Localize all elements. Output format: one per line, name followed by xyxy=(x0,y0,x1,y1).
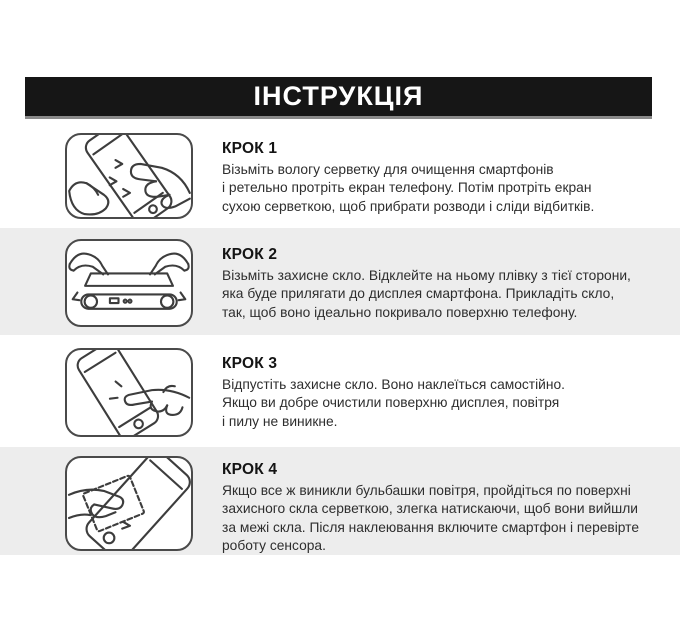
step3-line: і пилу не виникне. xyxy=(222,413,338,429)
step3-line: Якщо ви добре очистили поверхню дисплея, повітря xyxy=(222,395,560,411)
step1-line: Візьміть вологу серветку для очищення смартфонів xyxy=(222,162,554,177)
page-title: ІНСТРУКЦІЯ xyxy=(253,81,424,111)
step2-text-block xyxy=(222,246,667,322)
step1-title: КРОК 1 xyxy=(222,140,278,157)
wipe-phone-with-cloth-icon xyxy=(67,135,191,217)
step1-line: і ретельно протріть екран телефону. Потім протріть екран xyxy=(222,180,592,196)
step2-line: так, щоб воно ідеально покривало поверхню телефону. xyxy=(222,304,578,320)
instruction-header xyxy=(25,77,652,119)
step2-line: Візьміть захисне скло. Відклейте на ньому плівку з тієї сторони, xyxy=(222,268,631,283)
step3-text-block xyxy=(222,355,667,431)
step4-line: за межі скла. Після наклеювання включите смартфон і перевірте xyxy=(222,519,640,535)
smooth-bubbles-with-cloth-icon xyxy=(67,458,191,549)
step4-line: Якщо все ж виникли бульбашки повітря, пройдіться по поверхні xyxy=(222,483,631,498)
step4-line: роботу сенсора. xyxy=(222,538,326,554)
step1-illustration-frame xyxy=(65,133,193,219)
press-finger-on-screen-icon xyxy=(67,350,191,435)
step1-line: сухою серветкою, щоб прибрати розводи і сліди відбитків. xyxy=(222,198,595,214)
step4-line: захисного скла серветкою, злегка натискаючи, щоб вони вийшли xyxy=(222,501,638,517)
step2-illustration-frame xyxy=(65,239,193,327)
step4-illustration-frame xyxy=(65,456,193,551)
step4-title: КРОК 4 xyxy=(222,461,278,478)
step1-text-block xyxy=(222,140,667,216)
step2-line: яка буде прилягати до дисплея смартфона. Прикладіть скло, xyxy=(222,286,615,302)
hold-glass-over-phone-icon xyxy=(67,241,191,325)
step3-line: Відпустіть захисне скло. Воно наклеїться самостійно. xyxy=(222,377,566,392)
step2-title: КРОК 2 xyxy=(222,246,278,263)
step3-title: КРОК 3 xyxy=(222,355,278,372)
step4-text-block xyxy=(222,461,667,556)
step3-illustration-frame xyxy=(65,348,193,437)
